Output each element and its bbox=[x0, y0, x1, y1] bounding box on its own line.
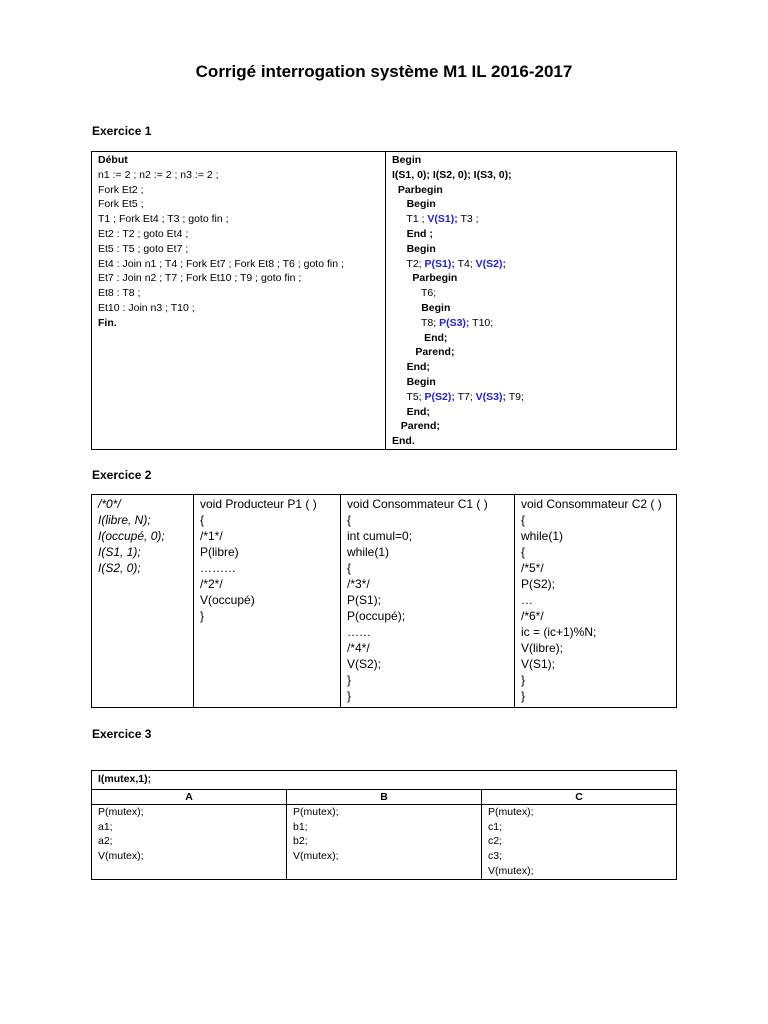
code-line: b2; bbox=[293, 835, 308, 848]
code-line: Begin bbox=[406, 375, 436, 388]
code-line: V(occupé) bbox=[200, 593, 255, 607]
code-line: /*5*/ bbox=[521, 561, 544, 575]
code-line: int cumul=0; bbox=[347, 529, 413, 543]
code-line: T1 ; V(S1); T3 ; bbox=[406, 213, 479, 226]
process-c-column bbox=[482, 805, 677, 880]
code-line: P(S1); bbox=[347, 593, 382, 607]
parbegin-program bbox=[386, 152, 677, 450]
exercice-2-table bbox=[91, 494, 677, 708]
process-b-column bbox=[287, 805, 482, 880]
code-line: void Consommateur C1 ( ) bbox=[347, 497, 488, 511]
code-line: Et8 : T8 ; bbox=[98, 287, 141, 300]
code-line: Begin bbox=[392, 154, 422, 166]
code-line: Begin bbox=[406, 198, 436, 211]
code-line: …… bbox=[347, 625, 371, 639]
code-line: /*4*/ bbox=[347, 641, 370, 655]
code-line: Et4 : Join n1 ; T4 ; Fork Et7 ; Fork Et8 ; T6 ; goto fin ; bbox=[98, 257, 344, 270]
column-header-c: C bbox=[482, 789, 677, 805]
code-line: P(mutex); bbox=[293, 806, 339, 819]
code-line: ……… bbox=[200, 561, 236, 575]
code-line: P(libre) bbox=[200, 545, 239, 559]
exercice-1-table bbox=[91, 151, 677, 450]
code-line: I(libre, N); bbox=[98, 513, 151, 527]
code-line: Et2 : T2 ; goto Et4 ; bbox=[98, 227, 189, 240]
code-line: { bbox=[347, 513, 352, 527]
code-line: Parbegin bbox=[412, 272, 458, 285]
code-line: } bbox=[521, 673, 526, 687]
code-line: a2; bbox=[98, 835, 113, 848]
code-line: { bbox=[200, 513, 205, 527]
code-line: T5; P(S2); T7; V(S3); T9; bbox=[406, 390, 524, 403]
code-line: Fork Et5 ; bbox=[98, 198, 144, 211]
code-line: End; bbox=[406, 361, 430, 374]
code-line: /*6*/ bbox=[521, 609, 544, 623]
column-header-a: A bbox=[92, 789, 287, 805]
code-line: c2; bbox=[488, 835, 503, 848]
code-line: V(mutex); bbox=[488, 864, 534, 877]
code-line: P(mutex); bbox=[488, 806, 534, 819]
code-line: Parend; bbox=[400, 420, 440, 433]
exercice-1-heading: Exercice 1 bbox=[92, 124, 152, 138]
code-line: n1 := 2 ; n2 := 2 ; n3 := 2 ; bbox=[98, 168, 219, 181]
code-line: Parbegin bbox=[397, 183, 443, 196]
consumer-c1-column bbox=[341, 495, 515, 708]
init-column bbox=[92, 495, 194, 708]
code-line: V(libre); bbox=[521, 641, 564, 655]
code-line: V(S2); bbox=[347, 657, 382, 671]
code-line: V(S1); bbox=[521, 657, 556, 671]
consumer-c2-column bbox=[515, 495, 677, 708]
code-line: Begin bbox=[421, 301, 451, 314]
exercice-3-heading: Exercice 3 bbox=[92, 727, 152, 741]
code-line: ic = (ic+1)%N; bbox=[521, 625, 597, 639]
code-line: T6; bbox=[420, 287, 437, 300]
code-line: Parend; bbox=[415, 346, 455, 359]
code-line: } bbox=[347, 673, 352, 687]
code-line: Et10 : Join n3 ; T10 ; bbox=[98, 301, 195, 314]
code-line: T2; P(S1); T4; V(S2); bbox=[406, 257, 507, 270]
code-line: P(occupé); bbox=[347, 609, 406, 623]
code-line: b1; bbox=[293, 820, 308, 833]
exercice-3-table bbox=[91, 770, 677, 880]
code-line: P(S2); bbox=[521, 577, 556, 591]
code-line: } bbox=[347, 689, 352, 703]
code-line: /*1*/ bbox=[200, 529, 223, 543]
code-line: I(S1, 0); I(S2, 0); I(S3, 0); bbox=[392, 168, 512, 181]
code-line: } bbox=[200, 609, 205, 623]
code-line: Et5 : T5 ; goto Et7 ; bbox=[98, 242, 189, 255]
producer-column bbox=[194, 495, 341, 708]
code-line: Fin. bbox=[98, 316, 117, 329]
code-line: while(1) bbox=[521, 529, 564, 543]
code-line: P(mutex); bbox=[98, 806, 144, 819]
code-line: End ; bbox=[406, 227, 433, 240]
fork-join-program bbox=[92, 152, 386, 450]
code-line: … bbox=[521, 593, 533, 607]
code-line: void Producteur P1 ( ) bbox=[200, 497, 317, 511]
code-line: c3; bbox=[488, 849, 503, 862]
code-line: c1; bbox=[488, 820, 503, 833]
code-line: /*3*/ bbox=[347, 577, 370, 591]
code-line: { bbox=[521, 513, 526, 527]
code-line: a1; bbox=[98, 820, 113, 833]
code-line: Et7 : Join n2 ; T7 ; Fork Et10 ; T9 ; goto fin ; bbox=[98, 272, 302, 285]
code-line: V(mutex); bbox=[293, 849, 339, 862]
code-line: /*2*/ bbox=[200, 577, 223, 591]
code-line: while(1) bbox=[347, 545, 390, 559]
code-line: T8; P(S3); T10; bbox=[420, 316, 494, 329]
code-line: I(S2, 0); bbox=[98, 561, 141, 575]
code-line: { bbox=[521, 545, 526, 559]
code-line: } bbox=[521, 689, 526, 703]
document-title: Corrigé interrogation système M1 IL 2016-2017 bbox=[195, 62, 573, 81]
code-line: End; bbox=[424, 331, 448, 344]
code-line: { bbox=[347, 561, 352, 575]
code-line: V(mutex); bbox=[98, 849, 144, 862]
code-line: I(S1, 1); bbox=[98, 545, 141, 559]
code-line: Begin bbox=[406, 242, 436, 255]
code-line: I(occupé, 0); bbox=[98, 529, 165, 543]
mutex-init: I(mutex,1); bbox=[92, 771, 677, 790]
code-line: /*0*/ bbox=[98, 497, 121, 511]
code-line: End. bbox=[392, 435, 415, 448]
column-header-b: B bbox=[287, 789, 482, 805]
code-line: Début bbox=[98, 154, 128, 166]
code-line: void Consommateur C2 ( ) bbox=[521, 497, 662, 511]
exercice-2-heading: Exercice 2 bbox=[92, 468, 152, 482]
code-line: T1 ; Fork Et4 ; T3 ; goto fin ; bbox=[98, 213, 229, 226]
code-line: Fork Et2 ; bbox=[98, 183, 144, 196]
code-line: End; bbox=[406, 405, 430, 418]
process-a-column bbox=[92, 805, 287, 880]
